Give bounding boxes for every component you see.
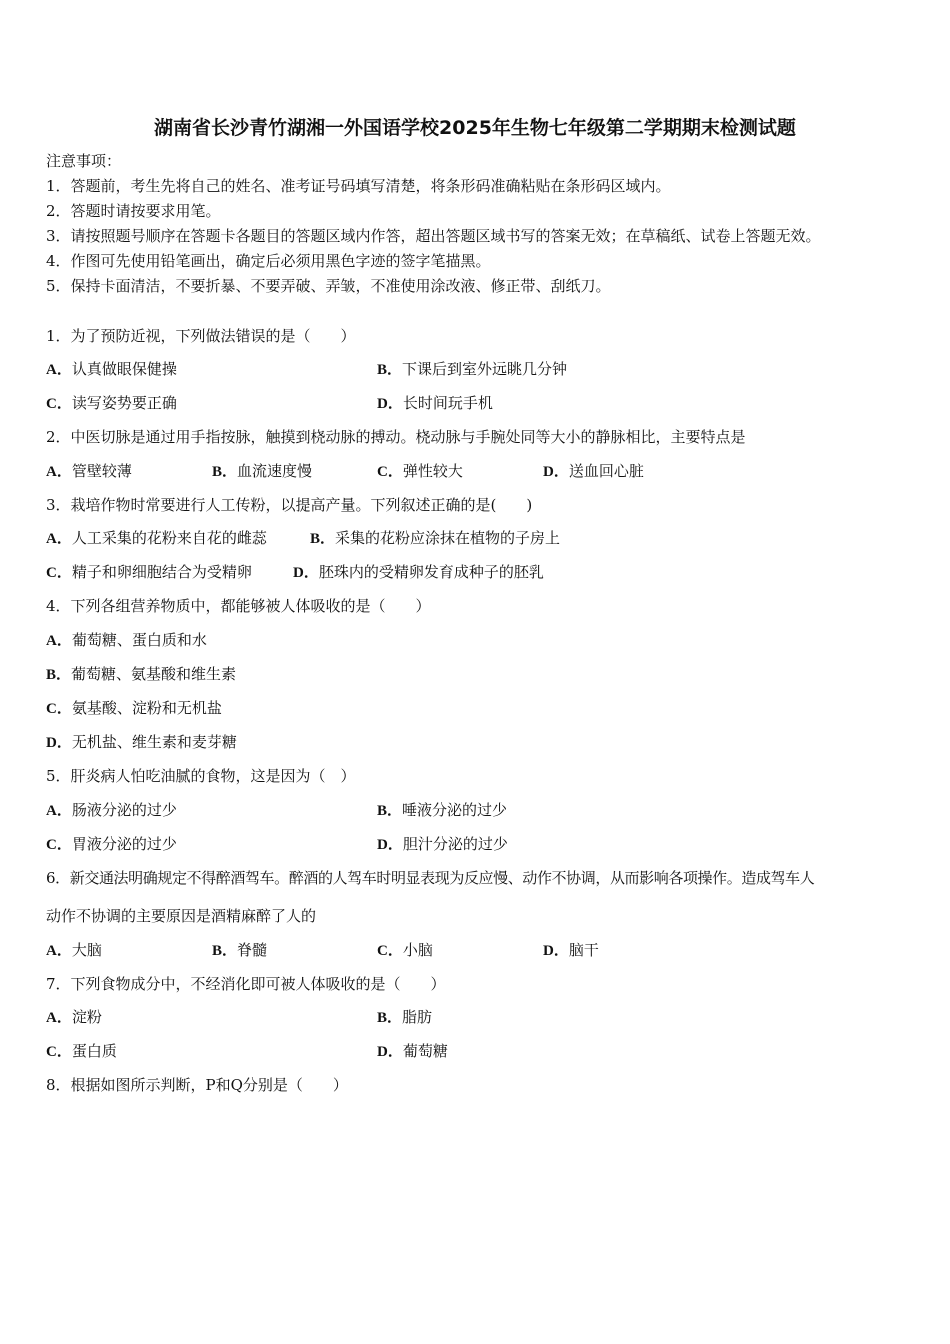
option-label: C．	[46, 1044, 72, 1060]
notice-item: 1．答题前，考生先将自己的姓名、准考证号码填写清楚，将条形码准确粘贴在条形码区域内。	[46, 177, 671, 195]
option-text: 胆汁分泌的过少	[402, 835, 508, 853]
question-6-option-b	[212, 940, 267, 961]
option-text: 人工采集的花粉来自花的雌蕊	[71, 529, 267, 547]
option-text: 胃液分泌的过少	[71, 835, 177, 853]
option-label: A．	[46, 464, 72, 480]
question-2-option-a	[46, 461, 132, 482]
option-label: B．	[377, 803, 403, 819]
option-label: A．	[46, 803, 72, 819]
question-2-option-b	[212, 461, 312, 482]
option-label: A．	[46, 362, 72, 378]
question-5-option-d	[377, 834, 508, 855]
question-1-option-d	[377, 393, 493, 414]
option-text: 蛋白质	[71, 1042, 117, 1060]
question-6-stem: 6．新交通法明确规定不得醉酒驾车。醉酒的人驾车时明显表现为反应慢、动作不协调，从而影响各项操作。造成驾车人	[46, 869, 815, 887]
option-label: B．	[212, 943, 238, 959]
option-label: A．	[46, 943, 72, 959]
option-label: D．	[46, 735, 72, 751]
question-2-option-d	[543, 461, 644, 482]
question-3-option-d	[293, 562, 544, 583]
question-5-option-b	[377, 800, 507, 821]
option-text: 葡萄糖	[402, 1042, 448, 1060]
option-text: 葡萄糖、氨基酸和维生素	[71, 665, 237, 683]
option-text: 送血回心脏	[568, 462, 644, 480]
question-3-stem: 3．栽培作物时常要进行人工传粉，以提高产量。下列叙述正确的是( )	[46, 496, 533, 514]
question-5-option-c	[46, 834, 177, 855]
question-5-option-a	[46, 800, 177, 821]
notice-item: 3．请按照题号顺序在答题卡各题目的答题区域内作答，超出答题区域书写的答案无效；在草稿纸、试卷上答题无效。	[46, 227, 821, 245]
question-3-option-b	[310, 528, 560, 549]
option-text: 血流速度慢	[237, 462, 313, 480]
question-7-option-c	[46, 1041, 117, 1062]
option-label: C．	[377, 464, 403, 480]
option-label: B．	[212, 464, 238, 480]
option-label: A．	[46, 531, 72, 547]
question-7-option-d	[377, 1041, 448, 1062]
option-label: D．	[377, 396, 403, 412]
question-6-option-c	[377, 940, 433, 961]
question-7-option-b	[377, 1007, 432, 1028]
question-4-stem: 4．下列各组营养物质中，都能够被人体吸收的是（ ）	[46, 597, 431, 615]
question-8-stem: 8．根据如图所示判断，P和Q分别是（ ）	[46, 1076, 348, 1094]
option-text: 氨基酸、淀粉和无机盐	[71, 699, 222, 717]
option-label: D．	[377, 837, 403, 853]
option-label: C．	[46, 396, 72, 412]
option-text: 胚珠内的受精卵发育成种子的胚乳	[318, 563, 544, 581]
option-text: 读写姿势要正确	[71, 394, 177, 412]
option-text: 采集的花粉应涂抹在植物的子房上	[335, 529, 561, 547]
question-1-option-a	[46, 359, 177, 380]
question-2-stem: 2．中医切脉是通过用手指按脉，触摸到桡动脉的搏动。桡动脉与手腕处同等大小的静脉相比，主要特点是	[46, 428, 746, 446]
option-label: D．	[543, 464, 569, 480]
option-label: B．	[310, 531, 336, 547]
notice-item: 4．作图可先使用铅笔画出，确定后必须用黑色字迹的签字笔描黑。	[46, 252, 491, 270]
option-text: 小脑	[402, 941, 433, 959]
option-text: 认真做眼保健操	[71, 360, 177, 378]
question-6-option-d	[543, 940, 599, 961]
option-text: 唾液分泌的过少	[402, 801, 508, 819]
notice-item: 2．答题时请按要求用笔。	[46, 202, 221, 220]
option-text: 大脑	[71, 941, 102, 959]
question-4-option-b	[46, 664, 236, 685]
question-4-option-c	[46, 698, 222, 719]
notice-item: 5．保持卡面清洁，不要折暴、不要弄破、弄皱，不准使用涂改液、修正带、刮纸刀。	[46, 277, 611, 295]
question-3-option-c	[46, 562, 252, 583]
option-label: B．	[377, 1010, 403, 1026]
question-2-option-c	[377, 461, 463, 482]
option-label: C．	[46, 701, 72, 717]
option-label: D．	[377, 1044, 403, 1060]
option-text: 精子和卵细胞结合为受精卵	[71, 563, 252, 581]
question-4-option-a	[46, 630, 207, 651]
option-label: B．	[377, 362, 403, 378]
option-label: D．	[543, 943, 569, 959]
option-text: 脊髓	[237, 941, 268, 959]
option-label: D．	[293, 565, 319, 581]
option-text: 无机盐、维生素和麦芽糖	[71, 733, 237, 751]
question-6-option-a	[46, 940, 102, 961]
question-1-stem: 1．为了预防近视，下列做法错误的是（ ）	[46, 327, 356, 345]
option-label: C．	[377, 943, 403, 959]
exam-title: 湖南省长沙青竹湖湘一外国语学校2025年生物七年级第二学期期末检测试题	[154, 117, 796, 139]
question-1-option-c	[46, 393, 177, 414]
option-text: 弹性较大	[402, 462, 463, 480]
question-5-stem: 5．肝炎病人怕吃油腻的食物，这是因为（ ）	[46, 767, 356, 785]
option-text: 脑干	[568, 941, 599, 959]
option-label: C．	[46, 565, 72, 581]
option-text: 下课后到室外远眺几分钟	[402, 360, 568, 378]
option-label: A．	[46, 633, 72, 649]
option-text: 管壁较薄	[71, 462, 132, 480]
option-label: B．	[46, 667, 72, 683]
question-7-stem: 7．下列食物成分中，不经消化即可被人体吸收的是（ ）	[46, 975, 446, 993]
question-1-option-b	[377, 359, 567, 380]
question-4-option-d	[46, 732, 237, 753]
option-text: 淀粉	[71, 1008, 102, 1026]
option-text: 葡萄糖、蛋白质和水	[71, 631, 207, 649]
option-label: C．	[46, 837, 72, 853]
question-3-option-a	[46, 528, 267, 549]
notice-heading: 注意事项：	[46, 152, 122, 170]
option-text: 长时间玩手机	[402, 394, 493, 412]
option-text: 肠液分泌的过少	[71, 801, 177, 819]
option-label: A．	[46, 1010, 72, 1026]
question-6-stem-continued: 动作不协调的主要原因是酒精麻醉了人的	[46, 907, 317, 925]
question-7-option-a	[46, 1007, 102, 1028]
option-text: 脂肪	[402, 1008, 433, 1026]
